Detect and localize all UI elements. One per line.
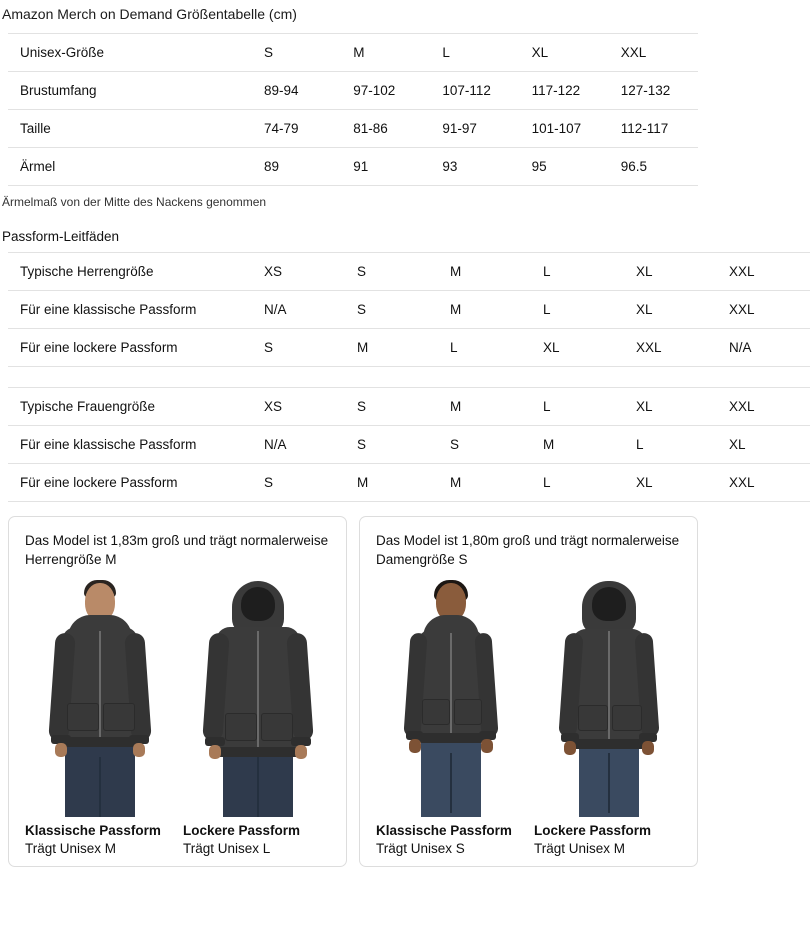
cell: M — [450, 398, 462, 414]
cell: M — [450, 263, 462, 279]
row-label: Brustumfang — [20, 82, 97, 98]
table-row — [8, 147, 698, 185]
table-row — [8, 71, 698, 109]
figure-classic-fit-mens — [25, 575, 175, 856]
cell: 89 — [264, 158, 280, 174]
model-card-womens — [359, 516, 698, 867]
fit-subtitle: Trägt Unisex M — [534, 841, 626, 857]
row-label: Typische Herrengröße — [20, 263, 154, 279]
cell: M — [357, 339, 369, 355]
cell: 101-107 — [531, 120, 582, 136]
cell: XXL — [636, 339, 662, 355]
table-row — [8, 109, 698, 147]
table-row — [8, 463, 810, 501]
cell: M — [357, 474, 369, 490]
cell: L — [636, 436, 644, 452]
cell: S — [264, 474, 274, 490]
cell: XL — [543, 339, 560, 355]
unisex-size-table — [8, 33, 698, 186]
cell: XL — [636, 474, 653, 490]
cell: XXL — [729, 398, 755, 414]
cell: 91 — [353, 158, 369, 174]
model-caption: Das Model ist 1,83m groß und trägt normalerweise Herrengröße M — [25, 532, 329, 567]
cell: L — [543, 474, 551, 490]
cell: M — [450, 301, 462, 317]
measurement-note: Ärmelmaß von der Mitte des Nackens genommen — [2, 194, 267, 209]
model-photo-classic-mens — [25, 575, 175, 817]
cell: S — [357, 301, 367, 317]
model-photo-relaxed-mens — [183, 575, 333, 817]
cell: M — [353, 44, 365, 60]
cell: N/A — [729, 339, 752, 355]
cell: XXL — [729, 301, 755, 317]
fit-title: Klassische Passform — [376, 823, 512, 839]
cell: S — [357, 263, 367, 279]
cell: XL — [531, 44, 549, 60]
cell: 117-122 — [531, 82, 581, 98]
figure-group — [25, 575, 330, 856]
row-label: Ärmel — [20, 158, 56, 174]
cell: XL — [636, 263, 653, 279]
cell: 89-94 — [264, 82, 299, 98]
cell: S — [264, 339, 274, 355]
cell: 97-102 — [353, 82, 396, 98]
cell: 93 — [442, 158, 458, 174]
fit-title: Lockere Passform — [183, 823, 301, 839]
cell: M — [450, 474, 462, 490]
cell: 95 — [531, 158, 547, 174]
cell: L — [543, 301, 551, 317]
row-label: Für eine lockere Passform — [20, 339, 178, 355]
row-label: Typische Frauengröße — [20, 398, 156, 414]
row-label: Für eine klassische Passform — [20, 436, 197, 452]
cell: XXL — [620, 44, 647, 60]
cell: L — [450, 339, 458, 355]
model-caption: Das Model ist 1,80m groß und trägt normalerweise Damengröße S — [376, 532, 680, 567]
cell: XL — [636, 398, 653, 414]
fit-subtitle: Trägt Unisex L — [183, 841, 271, 857]
cell: S — [264, 44, 274, 60]
fit-subtitle: Trägt Unisex M — [25, 841, 117, 857]
cell: 96.5 — [620, 158, 648, 174]
womens-fit-table — [8, 387, 810, 502]
mens-fit-table — [8, 252, 810, 367]
cell: L — [543, 263, 551, 279]
cell: 127-132 — [620, 82, 671, 98]
table-row — [8, 425, 810, 463]
cell: 74-79 — [264, 120, 299, 136]
row-label: Unisex-Größe — [20, 44, 105, 60]
model-photo-classic-womens — [376, 575, 526, 817]
fit-subtitle: Trägt Unisex S — [376, 841, 465, 857]
fit-title: Lockere Passform — [534, 823, 652, 839]
row-label: Für eine lockere Passform — [20, 474, 178, 490]
cell: L — [442, 44, 450, 60]
table-row — [8, 328, 810, 366]
table-row — [8, 290, 810, 328]
cell: S — [450, 436, 460, 452]
fit-title: Klassische Passform — [25, 823, 161, 839]
cell: 91-97 — [442, 120, 477, 136]
cell: S — [357, 398, 367, 414]
cell: N/A — [264, 301, 287, 317]
figure-relaxed-fit-womens — [534, 575, 684, 856]
cell: XS — [264, 263, 283, 279]
cell: XXL — [729, 474, 755, 490]
figure-relaxed-fit-mens — [183, 575, 333, 856]
figure-group — [376, 575, 681, 856]
cell: N/A — [264, 436, 287, 452]
model-cards-row — [8, 516, 712, 867]
cell: XL — [636, 301, 653, 317]
fit-guides-label: Passform-Leitfäden — [2, 228, 120, 244]
table-row — [8, 33, 698, 71]
figure-classic-fit-womens — [376, 575, 526, 856]
cell: XL — [729, 436, 746, 452]
cell: 107-112 — [442, 82, 491, 98]
model-photo-relaxed-womens — [534, 575, 684, 817]
cell: XS — [264, 398, 283, 414]
model-card-mens — [8, 516, 347, 867]
page-title: Amazon Merch on Demand Größentabelle (cm) — [2, 6, 297, 22]
row-label: Für eine klassische Passform — [20, 301, 197, 317]
cell: 112-117 — [620, 120, 669, 136]
row-label: Taille — [20, 120, 51, 136]
cell: L — [543, 398, 551, 414]
cell: M — [543, 436, 555, 452]
table-row — [8, 387, 810, 425]
cell: 81-86 — [353, 120, 388, 136]
table-gap — [0, 367, 720, 387]
table-row — [8, 252, 810, 290]
cell: S — [357, 436, 367, 452]
cell: XXL — [729, 263, 755, 279]
